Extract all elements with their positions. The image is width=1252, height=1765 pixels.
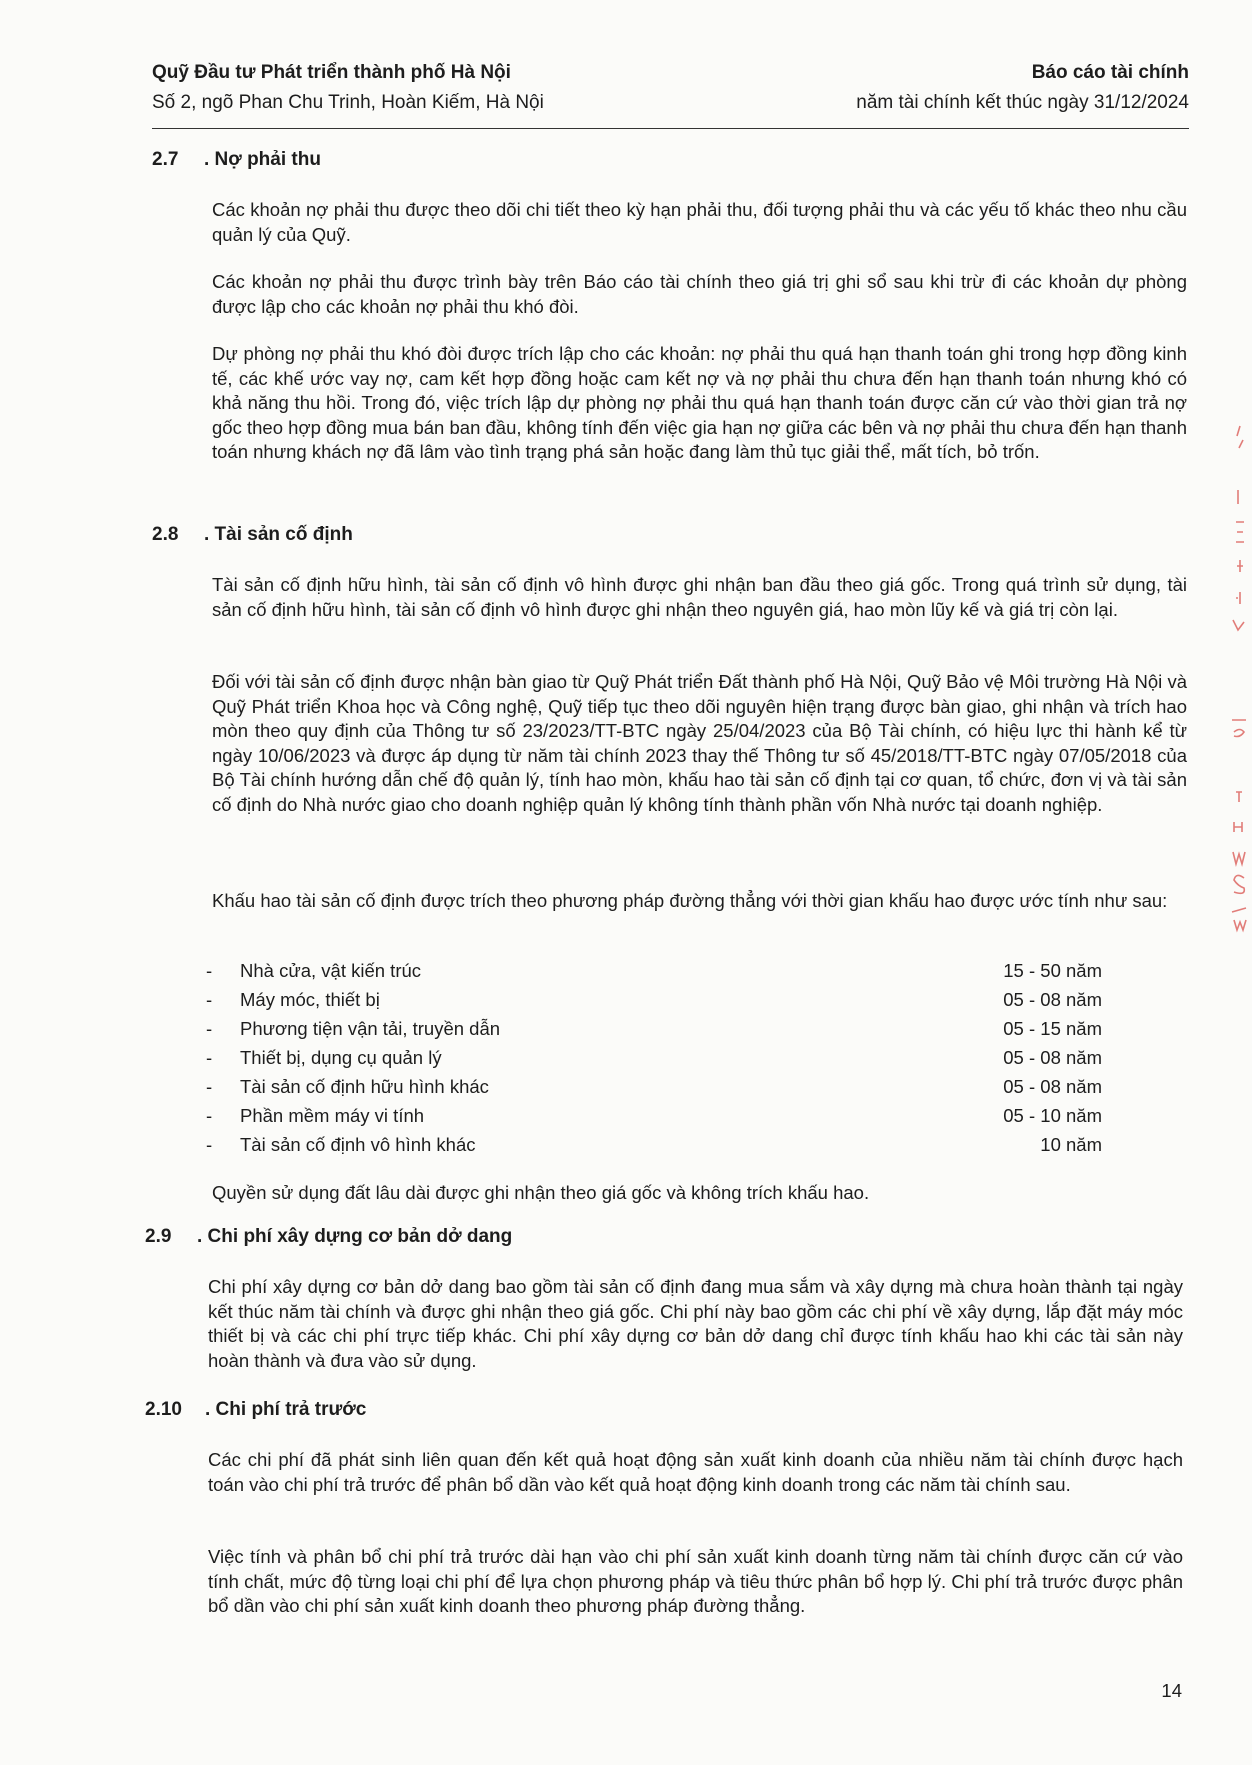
asset-type: Máy móc, thiết bị	[240, 989, 380, 1010]
list-item	[206, 1101, 1102, 1130]
header-left	[152, 58, 544, 118]
list-item	[206, 1130, 1102, 1159]
depreciation-period: 10 năm	[1040, 1134, 1102, 1155]
section-2-9-para-1	[208, 1275, 1183, 1373]
depreciation-period: 15 - 50 năm	[1003, 960, 1102, 981]
asset-type: Nhà cửa, vật kiến trúc	[240, 960, 422, 981]
list-dash: -	[206, 1076, 213, 1097]
section-2-7-para-3	[212, 342, 1187, 465]
paragraph: Việc tính và phân bổ chi phí trả trước dài hạn vào chi phí sản xuất kinh doanh từng năm tài chính được căn cứ vào tính chất, mức độ từng loại chi phí để lựa chọn phương pháp và tiêu thức phân bổ hợp lý. Chi phí trả trước được phân bổ dần vào chi phí sản xuất kinh doanh theo phương pháp đường thẳng.	[208, 1546, 1183, 1616]
section-2-8-para-1	[212, 573, 1187, 622]
stamp-edge-marks	[1228, 420, 1250, 960]
section-number: 2.8	[152, 524, 179, 545]
section-2-8-para-2	[212, 670, 1187, 817]
section-title: . Chi phí xây dựng cơ bản dở dang	[197, 1226, 513, 1247]
list-dash: -	[206, 1105, 213, 1126]
paragraph: Tài sản cố định hữu hình, tài sản cố định vô hình được ghi nhận ban đầu theo giá gốc. Trong quá trình sử dụng, tài sản cố định hữu hình, tài sản cố định vô hình được ghi nhận theo nguyên giá, hao mòn lũy kế và giá trị còn lại.	[212, 574, 1187, 620]
section-number: 2.7	[152, 149, 179, 170]
section-2-8-heading	[152, 522, 353, 548]
paragraph: Các khoản nợ phải thu được theo dõi chi tiết theo kỳ hạn phải thu, đối tượng phải thu và các yếu tố khác theo nhu cầu quản lý của Quỹ.	[212, 199, 1187, 245]
depreciation-period: 05 - 08 năm	[1003, 1047, 1102, 1068]
section-2-7-heading	[152, 147, 321, 173]
depreciation-period: 05 - 08 năm	[1003, 989, 1102, 1010]
asset-type: Phương tiện vận tải, truyền dẫn	[240, 1018, 501, 1039]
page-header	[152, 58, 1189, 129]
list-item	[206, 1043, 1102, 1072]
list-dash: -	[206, 989, 213, 1010]
section-2-8-para-3	[212, 889, 1187, 914]
org-name: Quỹ Đầu tư Phát triển thành phố Hà Nội	[152, 62, 511, 83]
depreciation-period: 05 - 15 năm	[1003, 1018, 1102, 1039]
page-number: 14	[1161, 1680, 1182, 1701]
section-2-10-heading	[145, 1397, 366, 1423]
report-period: năm tài chính kết thúc ngày 31/12/2024	[856, 92, 1189, 113]
list-item	[206, 1014, 1102, 1043]
asset-type: Phần mềm máy vi tính	[240, 1105, 425, 1126]
paragraph: Các khoản nợ phải thu được trình bày trên Báo cáo tài chính theo giá trị ghi sổ sau khi trừ đi các khoản dự phòng được lập cho các khoản nợ phải thu khó đòi.	[212, 271, 1187, 317]
section-2-10-para-1	[208, 1448, 1183, 1497]
section-2-10-para-2	[208, 1545, 1183, 1619]
section-number: 2.10	[145, 1399, 182, 1420]
asset-type: Tài sản cố định hữu hình khác	[240, 1076, 489, 1097]
depreciation-period: 05 - 10 năm	[1003, 1105, 1102, 1126]
list-item	[206, 1072, 1102, 1101]
paragraph: Chi phí xây dựng cơ bản dở dang bao gồm tài sản cố định đang mua sắm và xây dựng mà chưa hoàn thành tại ngày kết thúc năm tài chính và được ghi nhận theo giá gốc. Chi phí này bao gồm các chi phí về xây dựng, lắp đặt máy móc thiết bị và các chi phí trực tiếp khác. Chi phí xây dựng cơ bản dở dang chỉ được tính khấu hao khi các tài sản này hoàn thành và đưa vào sử dụng.	[208, 1276, 1183, 1371]
list-dash: -	[206, 1047, 213, 1068]
asset-type: Tài sản cố định vô hình khác	[240, 1134, 476, 1155]
report-title: Báo cáo tài chính	[1031, 62, 1189, 83]
section-title: . Chi phí trả trước	[205, 1399, 367, 1420]
section-2-7-para-1	[212, 198, 1187, 247]
list-dash: -	[206, 1018, 213, 1039]
section-title: . Tài sản cố định	[204, 524, 353, 545]
list-item	[206, 985, 1102, 1014]
paragraph: Khấu hao tài sản cố định được trích theo phương pháp đường thẳng với thời gian khấu hao được ước tính như sau:	[212, 890, 1168, 911]
section-2-9-heading	[145, 1224, 512, 1250]
list-dash: -	[206, 960, 213, 981]
asset-type: Thiết bị, dụng cụ quản lý	[240, 1047, 442, 1068]
list-item	[206, 956, 1102, 985]
paragraph: Các chi phí đã phát sinh liên quan đến kết quả hoạt động sản xuất kinh doanh của nhiều năm tài chính được hạch toán vào chi phí trả trước để phân bổ dần vào kết quả hoạt động kinh doanh trong các năm tài chính sau.	[208, 1449, 1183, 1495]
depreciation-period: 05 - 08 năm	[1003, 1076, 1102, 1097]
list-dash: -	[206, 1134, 213, 1155]
section-title: . Nợ phải thu	[204, 149, 321, 170]
header-right	[856, 58, 1189, 118]
section-number: 2.9	[145, 1226, 172, 1247]
paragraph: Dự phòng nợ phải thu khó đòi được trích lập cho các khoản: nợ phải thu quá hạn thanh toán ghi trong hợp đồng kinh tế, các khế ước vay nợ, cam kết hợp đồng hoặc cam kết nợ và nợ phải thu chưa đến hạn thanh toán nhưng khó có khả năng thu hồi. Trong đó, việc trích lập dự phòng nợ phải thu quá hạn thanh toán được căn cứ vào thời gian trả nợ gốc theo hợp đồng mua bán ban đầu, không tính đến việc gia hạn nợ giữa các bên và nợ phải thu chưa đến hạn thanh toán nhưng khách nợ đã lâm vào tình trạng phá sản hoặc đang làm thủ tục giải thể, mất tích, bỏ trốn.	[212, 343, 1187, 462]
paragraph: Đối với tài sản cố định được nhận bàn giao từ Quỹ Phát triển Đất thành phố Hà Nội, Quỹ Bảo vệ Môi trường Hà Nội và Quỹ Phát triển Khoa học và Công nghệ, Quỹ tiếp tục theo dõi nguyên hiện trạng được bàn giao, ghi nhận và trích hao mòn theo quy định của Thông tư số 23/2023/TT-BTC ngày 25/04/2023 của Bộ Tài chính, có hiệu lực thi hành kể từ ngày 10/06/2023 và được áp dụng từ năm tài chính 2023 thay thế Thông tư số 45/2018/TT-BTC ngày 07/05/2018 của Bộ Tài chính hướng dẫn chế độ quản lý, tính hao mòn, khấu hao tài sản cố định tại cơ quan, tổ chức, đơn vị và tài sản cố định do Nhà nước giao cho doanh nghiệp quản lý không tính thành phần vốn Nhà nước tại doanh nghiệp.	[212, 671, 1187, 815]
section-2-8-closing	[212, 1181, 1187, 1206]
section-2-7-para-2	[212, 270, 1187, 319]
depreciation-list	[206, 956, 1102, 1159]
paragraph: Quyền sử dụng đất lâu dài được ghi nhận theo giá gốc và không trích khấu hao.	[212, 1182, 870, 1203]
org-address: Số 2, ngõ Phan Chu Trinh, Hoàn Kiếm, Hà Nội	[152, 92, 544, 113]
